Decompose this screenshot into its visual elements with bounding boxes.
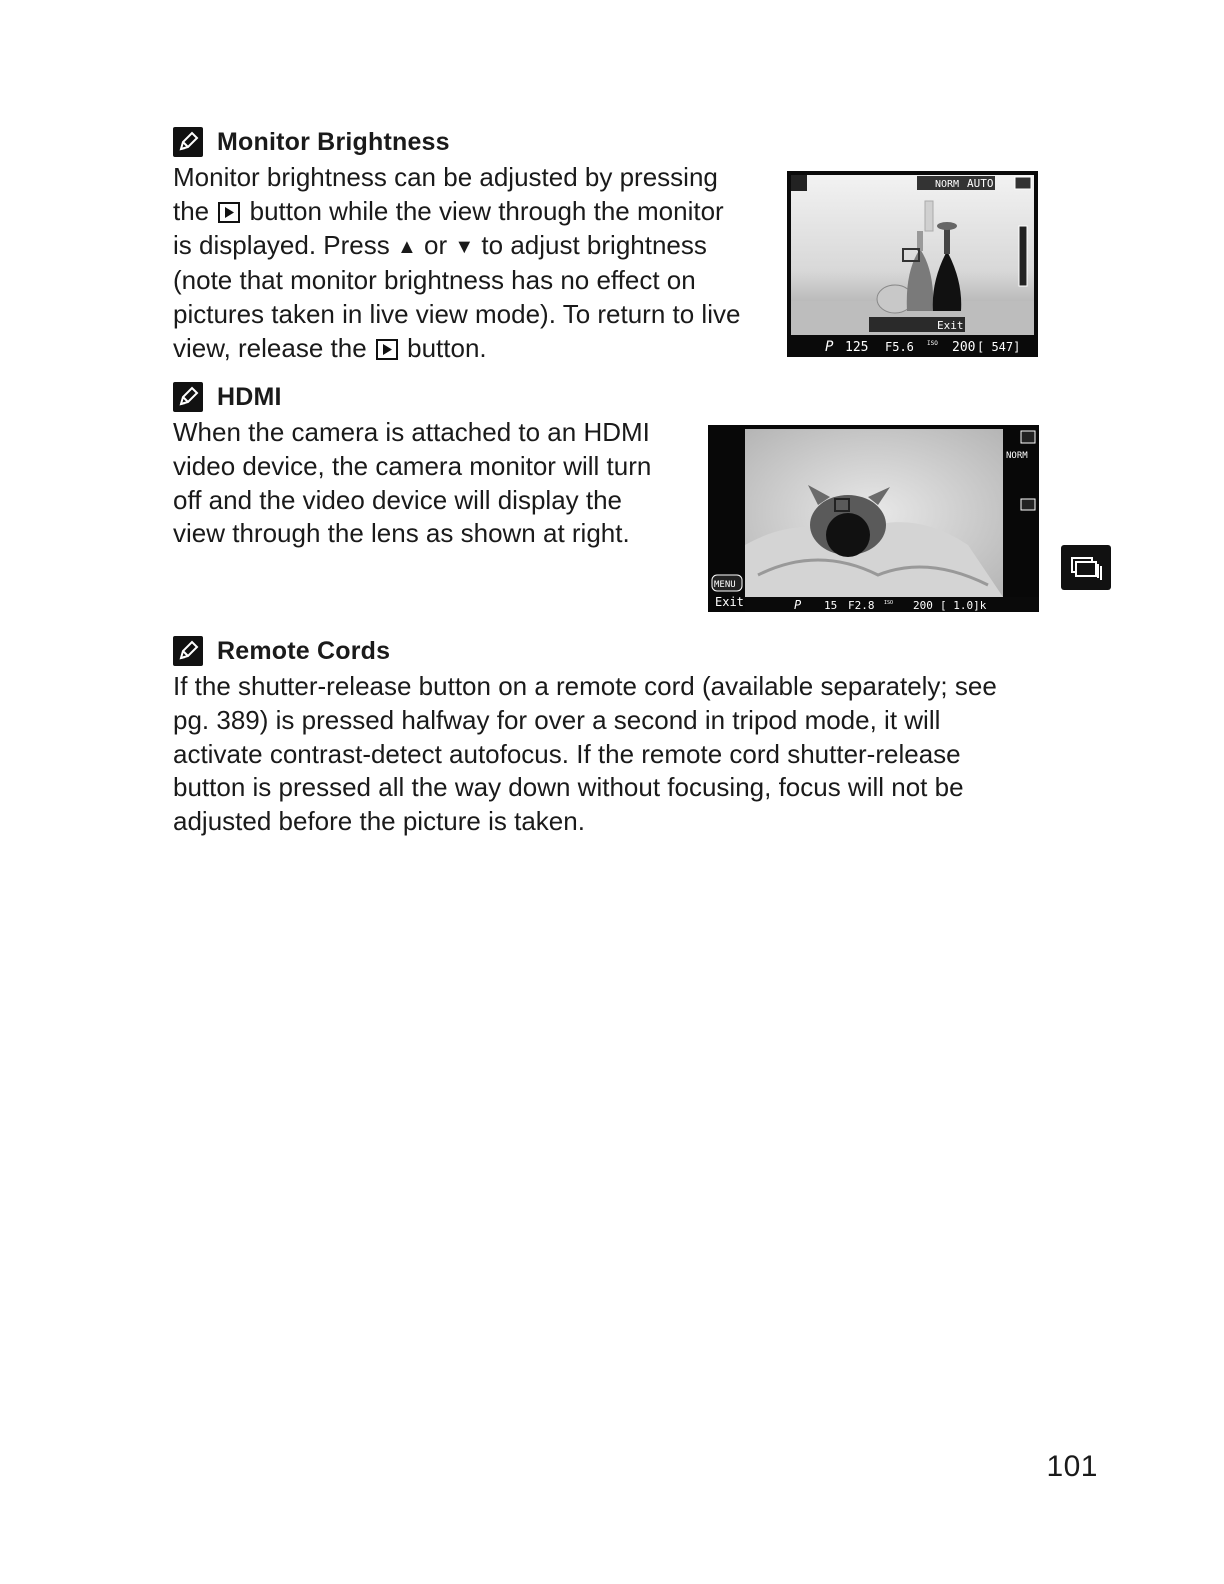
iso-label: ISO <box>884 600 894 606</box>
playback-button-icon <box>218 202 240 223</box>
live-view-tab-icon <box>1061 545 1111 590</box>
text-run: button while the view through the monitor <box>249 195 724 226</box>
auto-badge: AUTO <box>967 177 994 190</box>
mode-readout: P <box>825 339 834 355</box>
frames-readout: [ 547] <box>977 340 1021 354</box>
text-line: video device, the camera monitor will turn <box>173 450 652 481</box>
hdmi-body <box>173 416 693 551</box>
frames-readout: [ 1.0]k <box>940 599 987 612</box>
iso-readout: 200 <box>952 340 976 355</box>
text-run: Monitor brightness can be adjusted by pressing <box>173 162 718 192</box>
text-line: activate contrast-detect autofocus. If the remote cord shutter-release <box>173 738 961 769</box>
text-line: off and the video device will display the <box>173 484 623 515</box>
text-run: the <box>173 195 210 226</box>
text-run: button. <box>407 332 487 363</box>
down-arrow-icon: ▼ <box>454 235 475 258</box>
text-line: adjusted before the picture is taken. <box>173 806 585 837</box>
playback-button-icon <box>376 339 398 360</box>
norm-label: NORM <box>1006 451 1028 461</box>
aperture-readout: F5.6 <box>885 340 914 354</box>
monitor-brightness-section <box>173 125 773 366</box>
shutter-readout: 125 <box>845 340 869 355</box>
pencil-note-icon <box>173 636 203 666</box>
menu-exit-label: Exit <box>937 319 964 332</box>
text-run: to adjust brightness <box>481 229 707 260</box>
text-run: view, release the <box>173 332 367 363</box>
text-line <box>173 332 773 366</box>
text-line <box>173 298 773 332</box>
monitor-brightness-heading-row <box>173 125 773 159</box>
remote-cords-body <box>173 670 1053 839</box>
monitor-brightness-heading: Monitor Brightness <box>217 127 450 156</box>
text-line <box>173 264 773 298</box>
mode-readout: P <box>794 598 802 612</box>
pencil-note-icon <box>173 127 203 157</box>
norm-badge: NORM <box>935 179 960 190</box>
text-line <box>173 195 773 229</box>
remote-cords-heading: Remote Cords <box>217 636 391 665</box>
text-run: pictures taken in live view mode). To return to live <box>173 299 741 330</box>
iso-label: ISO <box>927 340 938 347</box>
hdmi-heading-row <box>173 380 693 414</box>
text-line: view through the lens as shown at right. <box>173 518 630 549</box>
text-line <box>173 229 773 265</box>
remote-cords-heading-row <box>173 634 1053 668</box>
hdmi-heading: HDMI <box>217 382 282 411</box>
remote-cords-section <box>173 634 1053 839</box>
hdmi-output-screenshot <box>708 425 1039 612</box>
hdmi-section <box>173 380 693 551</box>
text-run: or <box>424 229 448 260</box>
text-line <box>173 161 773 195</box>
pencil-note-icon <box>173 382 203 412</box>
aperture-readout: F2.8 <box>848 599 875 612</box>
monitor-brightness-body <box>173 161 773 366</box>
iso-readout: 200 <box>913 599 933 612</box>
page-number: 101 <box>1046 1450 1098 1483</box>
menu-label: MENU <box>714 580 736 590</box>
text-line: pg. 389) is pressed halfway for over a second in tripod mode, it will <box>173 704 941 735</box>
text-line: If the shutter-release button on a remote cord (available separately; see <box>173 671 997 701</box>
live-view-monitor-screenshot <box>787 171 1038 357</box>
text-line: button is pressed all the way down without focusing, focus will not be <box>173 772 964 803</box>
shutter-readout: 15 <box>824 599 838 612</box>
text-line: When the camera is attached to an HDMI <box>173 417 650 447</box>
text-run: (note that monitor brightness has no effect on <box>173 265 696 296</box>
text-run: is displayed. Press <box>173 229 390 260</box>
up-arrow-icon: ▲ <box>397 235 417 258</box>
exit-label: Exit <box>715 595 744 609</box>
